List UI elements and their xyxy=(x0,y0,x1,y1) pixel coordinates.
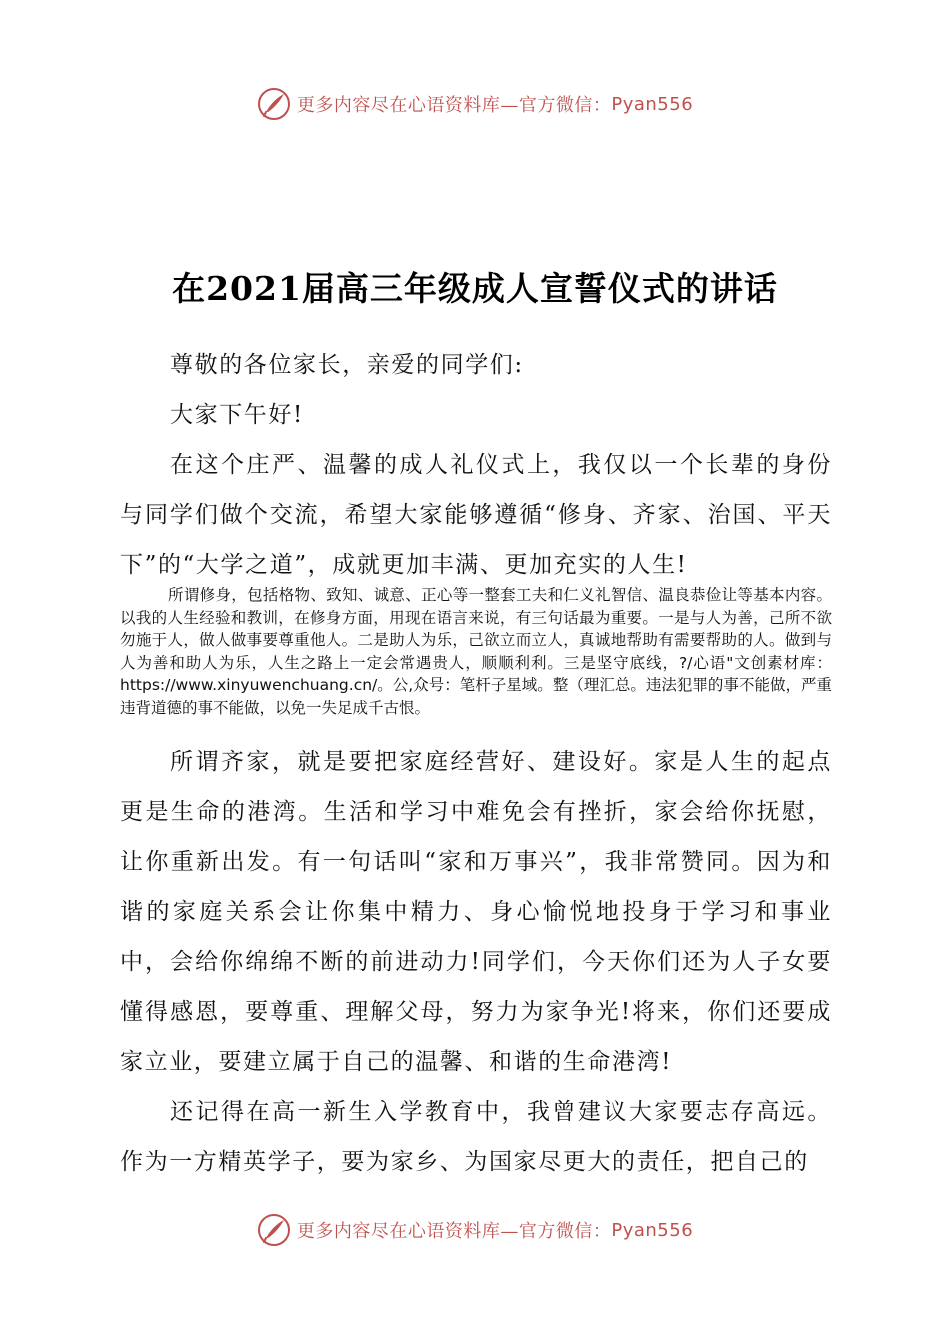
feather-pen-logo-icon xyxy=(257,1213,291,1247)
greeting-line: 尊敬的各位家长，亲爱的同学们: xyxy=(170,352,524,378)
intro-paragraph: 在这个庄严、温馨的成人礼仪式上，我仅以一个长辈的身份与同学们做个交流，希望大家能够遵循“修身、齐家、治国、平天下”的“大学之道”，成就更加丰满、更加充实的人生! xyxy=(120,452,832,578)
banner-text: 更多内容尽在心语资料库—官方微信： xyxy=(296,1221,612,1242)
hello-line: 大家下午好! xyxy=(170,402,304,428)
header-banner xyxy=(0,84,950,124)
banner-wechat-id: Pyan556 xyxy=(611,1219,694,1241)
family-paragraph: 所谓齐家，就是要把家庭经营好、建设好。家是人生的起点更是生命的港湾。生活和学习中难免会有挫折，家会给你抚慰，让你重新出发。有一句话叫“家和万事兴”，我非常赞同。因为和谐的家庭关系会让你集中精力、身心愉悦地投身于学习和事业中，会给你绵绵不断的前进动力!同学们，今天你们还为人子女要懂得感恩，要尊重、理解父母，努力为家争光!将来，你们还要成家立业，要建立属于自己的温馨、和谐的生命港湾! xyxy=(120,749,832,1075)
feather-pen-logo-icon xyxy=(257,87,291,121)
self-cultivation-paragraph: 所谓修身，包括格物、致知、诚意、正心等一整套工夫和仁义礼智信、温良恭俭让等基本内容。以我的人生经验和教训，在修身方面，用现在语言来说，有三句话最为重要。一是与人为善，己所不欲勿施于人，做人做事要尊重他人。二是助人为乐，己欲立而立人，真诚地帮助有需要帮助的人。做到与人为善和助人为乐，人生之路上一定会常遇贵人，顺顺利利。三是坚守底线，?/心语"文创素材库：https://www.xinyuwenchuang.cn/。公,众号：笔杆子星域。整（理汇总。违法犯罪的事不能做，严重违背道德的事不能做，以免一失足成千古恨。 xyxy=(120,586,832,717)
footer-banner xyxy=(0,1210,950,1250)
banner-wechat-id: Pyan556 xyxy=(611,93,694,115)
banner-text: 更多内容尽在心语资料库—官方微信： xyxy=(296,95,612,116)
document-title: 在2021届高三年级成人宣誓仪式的讲话 xyxy=(172,269,778,308)
recall-paragraph: 还记得在高一新生入学教育中，我曾建议大家要志存高远。作为一方精英学子，要为家乡、为国家尽更大的责任，把自己的 xyxy=(120,1099,832,1175)
